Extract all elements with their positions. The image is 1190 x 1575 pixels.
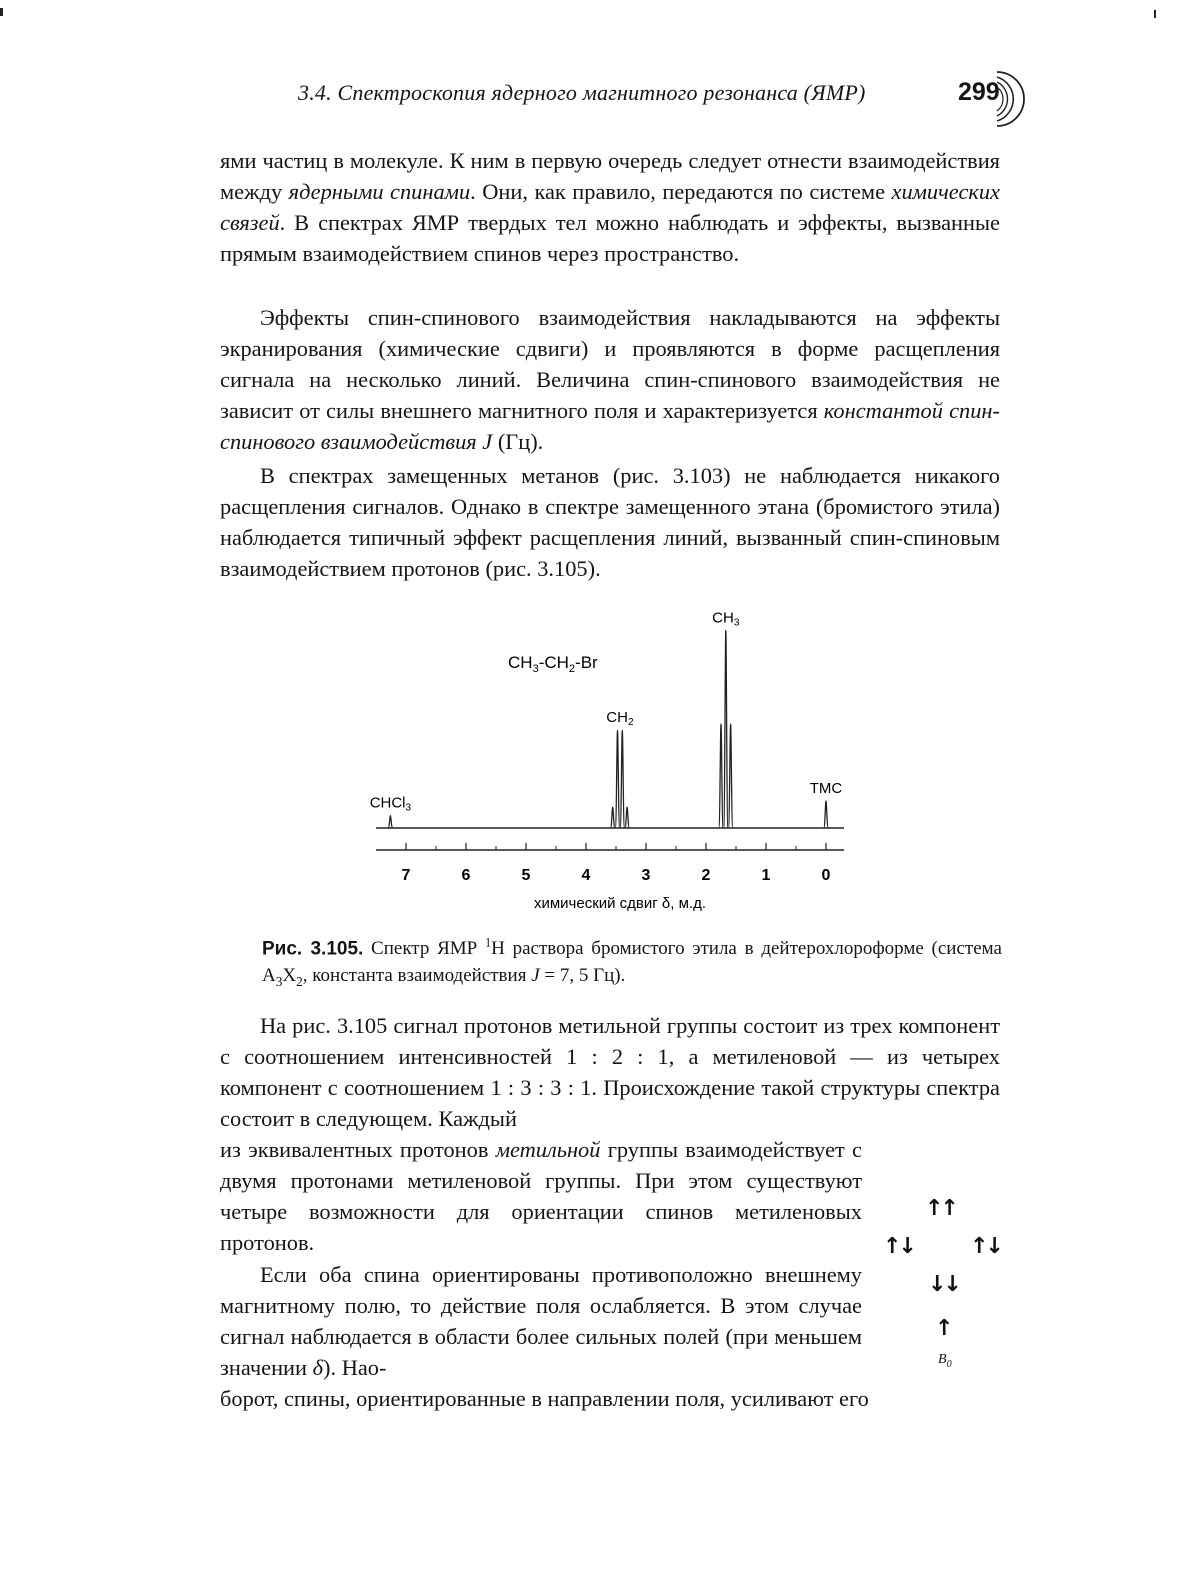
- spectrum-peak-line: [719, 724, 723, 828]
- spectrum-peak-line: [625, 807, 629, 828]
- paragraph-3: В спектрах замещенных метанов (рис. 3.103) не наблюдается никакого расщепления сигналов. Однако в спектре замещенного этана (бромистого этила) наблюдается типичный эффект расщепления линий, вызванный спин-спиновым взаимодействием протонов (рис. 3.105).: [220, 463, 1000, 581]
- peak-label: $CH_2$: [606, 709, 634, 729]
- molecule-formula: $CH_3-CH_2-Br$: [508, 653, 598, 675]
- x-tick-label: 2: [701, 867, 711, 884]
- running-head: 3.4. Спектроскопия ядерного магнитного резонанса (ЯМР): [298, 80, 866, 105]
- scan-mark: [1154, 10, 1156, 18]
- spectrum-peak-line: [611, 807, 615, 828]
- field-arrow-icon: ↑: [935, 1316, 951, 1341]
- spectrum-peak-line: [388, 816, 392, 828]
- paragraph-2: Эффекты спин-спинового взаимодействия накладываются на эффекты экранирования (химические сдвиги) и проявляются в форме расщепления сигнала на несколько линий. Величина спин-спинового взаимодействия не зависит от силы внешнего магнитного поля и характеризуется константой спин-спинового взаимодействия J (Гц).: [220, 305, 1000, 454]
- peak-label: CHCl$_3$: [369, 794, 412, 814]
- nmr-spectrum-chart: [360, 612, 860, 922]
- paragraph-1: ями частиц в молекуле. К ним в первую очередь следует отнести взаимодействия между ядерными спинами. Они, как правило, передаются по системе химических связей. В спектрах ЯМР твердых тел можно наблюдать и эффекты, вызванные прямым взаимодействием спинов через пространство.: [220, 148, 1000, 266]
- page-number-swirl-icon: [995, 68, 1029, 130]
- spectrum-peak-line: [724, 630, 728, 828]
- peak-label: TMC: [809, 779, 843, 797]
- scan-mark: [0, 8, 3, 16]
- x-tick-label: 1: [761, 867, 771, 884]
- paragraph-6: Если оба спина ориентированы противоположно внешнему магнитному полю, то действие поля ослабляется. В этом случае сигнал наблюдается в области более сильных полей (при меньшем значении δ). Нао-: [220, 1262, 862, 1380]
- paragraph-4: На рис. 3.105 сигнал протонов метильной группы состоит из трех компонент с соотношением интенсивностей 1 : 2 : 1, а метиленовой — из четырех компонент с соотношением 1 : 3 : 3 : 1. Происхождение такой структуры спектра состоит в следующем. Каждый: [220, 1013, 1000, 1131]
- x-tick-label: 5: [521, 867, 531, 884]
- caption-label: Рис. 3.105.: [262, 938, 364, 960]
- spectrum-peak-line: [824, 801, 828, 828]
- spin-up-down-icon: ↑↓: [970, 1234, 1001, 1259]
- field-label: $B_0$: [938, 1352, 952, 1370]
- spectrum-peak-line: [728, 724, 732, 828]
- x-tick-label: 0: [821, 867, 831, 884]
- x-tick-label: 3: [641, 867, 651, 884]
- x-tick-label: 6: [461, 867, 471, 884]
- spectrum-peak-line: [620, 730, 624, 828]
- x-tick-label: 4: [581, 867, 591, 884]
- peak-label: $CH_3$: [712, 612, 740, 629]
- spin-down-down-icon: ↓↓: [928, 1272, 959, 1297]
- paragraph-5: из эквивалентных протонов метильной группы взаимодействует с двумя протонами метиленовой группы. При этом существуют четыре возможности для ориентации спинов метиленовых протонов.: [220, 1137, 862, 1255]
- x-axis-label: химический сдвиг δ, м.д.: [533, 895, 707, 912]
- figure-caption: [262, 930, 1002, 995]
- spectrum-peak-line: [615, 730, 619, 828]
- spin-up-down-icon: ↑↓: [883, 1234, 914, 1259]
- x-tick-label: 7: [401, 867, 411, 884]
- spin-up-up-icon: ↑↑: [925, 1196, 956, 1221]
- caption-text: Спектр ЯМР $^1$H раствора бромистого этила в дейтерохлороформе (система $A_3X_2$, константа взаимодействия J = 7, 5 Гц).: [262, 936, 1002, 990]
- paragraph-6-last-line: борот, спины, ориентированные в направлении поля, усиливают его: [220, 1386, 869, 1411]
- page-number: 299: [958, 78, 1000, 106]
